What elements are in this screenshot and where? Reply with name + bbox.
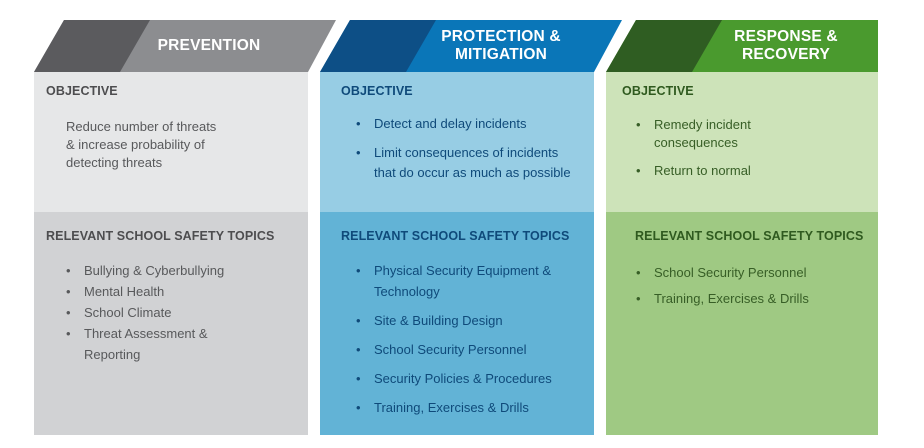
prevention-topics-label: RELEVANT SCHOOL SAFETY TOPICS bbox=[46, 229, 275, 243]
prevention-topics-list bbox=[64, 260, 254, 365]
response-topics-label: RELEVANT SCHOOL SAFETY TOPICS bbox=[635, 229, 864, 243]
topic-item: • School Security Personnel bbox=[634, 263, 864, 283]
protection-topics-panel bbox=[320, 212, 594, 435]
topic-item: • Site & Building Design bbox=[354, 310, 564, 331]
prevention-objective-line: & increase probability of bbox=[66, 137, 205, 152]
protection-topics-list bbox=[354, 260, 564, 418]
protection-banner bbox=[320, 20, 622, 72]
topic-item: • Training, Exercises & Drills bbox=[634, 289, 864, 309]
response-objective-panel bbox=[606, 72, 878, 212]
prevention-objective-text bbox=[66, 118, 216, 172]
topic-item: • Bullying & Cyberbullying bbox=[64, 260, 254, 281]
response-topics-panel bbox=[606, 212, 878, 435]
objective-item: • Limit consequences of incidents that do occur as much as possible bbox=[354, 143, 576, 184]
protection-title: PROTECTION & MITIGATION bbox=[441, 28, 561, 63]
objective-item: • Remedy incident consequences bbox=[634, 116, 784, 152]
response-topics-list bbox=[634, 263, 864, 309]
topic-item: • Security Policies & Procedures bbox=[354, 368, 564, 389]
prevention-title: PREVENTION bbox=[157, 37, 261, 54]
prevention-objective-line: detecting threats bbox=[66, 155, 163, 170]
topic-item: • Mental Health bbox=[64, 281, 254, 302]
response-title: RESPONSE & RECOVERY bbox=[734, 28, 838, 63]
prevention-banner bbox=[34, 20, 336, 72]
prevention-objective-label: OBJECTIVE bbox=[46, 84, 118, 98]
topic-item: • Training, Exercises & Drills bbox=[354, 397, 564, 418]
prevention-objective-line: Reduce number of threats bbox=[66, 119, 217, 134]
protection-topics-label: RELEVANT SCHOOL SAFETY TOPICS bbox=[341, 229, 570, 243]
response-objective-list bbox=[634, 116, 784, 180]
prevention-objective-panel bbox=[34, 72, 308, 212]
objective-item: • Detect and delay incidents bbox=[354, 114, 576, 135]
topic-item: • School Security Personnel bbox=[354, 339, 564, 360]
protection-objective-panel bbox=[320, 72, 594, 212]
response-objective-label: OBJECTIVE bbox=[622, 84, 694, 98]
topic-item: • Physical Security Equipment & Technology bbox=[354, 260, 564, 302]
protection-objective-list bbox=[354, 114, 576, 184]
objective-item: • Return to normal bbox=[634, 162, 784, 180]
response-banner bbox=[606, 20, 878, 72]
protection-objective-label: OBJECTIVE bbox=[341, 84, 413, 98]
topic-item: • Threat Assessment & Reporting bbox=[64, 323, 224, 365]
prevention-topics-panel bbox=[34, 212, 308, 435]
topic-item: • School Climate bbox=[64, 302, 254, 323]
